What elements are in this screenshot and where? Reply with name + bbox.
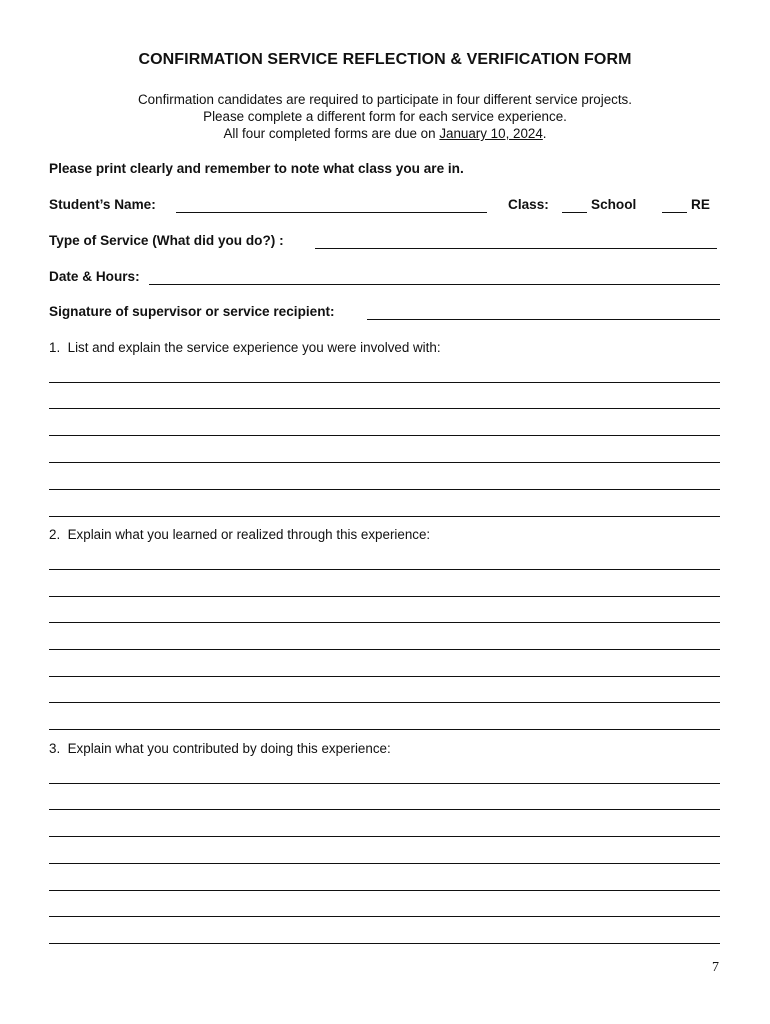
answer-2-line[interactable] bbox=[49, 676, 720, 677]
due-date: January 10, 2024 bbox=[439, 126, 543, 141]
answer-1-line[interactable] bbox=[49, 382, 720, 383]
service-type-label: Type of Service (What did you do?) : bbox=[49, 233, 284, 248]
question-3-number: 3. bbox=[49, 741, 61, 756]
question-1 bbox=[49, 340, 441, 355]
question-2 bbox=[49, 527, 430, 542]
answer-3-line[interactable] bbox=[49, 783, 720, 784]
answer-3-line[interactable] bbox=[49, 916, 720, 917]
answer-2-line[interactable] bbox=[49, 596, 720, 597]
question-1-text: List and explain the service experience you were involved with: bbox=[67, 340, 441, 355]
signature-label: Signature of supervisor or service recipient: bbox=[49, 304, 335, 319]
answer-2-line[interactable] bbox=[49, 702, 720, 703]
answer-3-line[interactable] bbox=[49, 836, 720, 837]
student-name-label: Student’s Name: bbox=[49, 197, 156, 212]
answer-2-line[interactable] bbox=[49, 622, 720, 623]
intro-line-3-suffix: . bbox=[542, 126, 547, 141]
intro-line-3-prefix: All four completed forms are due on bbox=[223, 126, 440, 141]
question-2-number: 2. bbox=[49, 527, 61, 542]
question-3-text: Explain what you contributed by doing this experience: bbox=[67, 741, 391, 756]
date-hours-field[interactable] bbox=[149, 284, 720, 285]
class-option-school: School bbox=[591, 197, 637, 212]
class-school-blank[interactable] bbox=[562, 212, 587, 213]
answer-3-line[interactable] bbox=[49, 863, 720, 864]
answer-3-line[interactable] bbox=[49, 890, 720, 891]
signature-field[interactable] bbox=[367, 319, 720, 320]
answer-2-line[interactable] bbox=[49, 569, 720, 570]
form-title: CONFIRMATION SERVICE REFLECTION & VERIFICATION FORM bbox=[138, 51, 632, 68]
intro-text bbox=[0, 91, 770, 142]
answer-3-line[interactable] bbox=[49, 809, 720, 810]
answer-1-line[interactable] bbox=[49, 516, 720, 517]
intro-line-3 bbox=[0, 125, 770, 142]
answer-1-line[interactable] bbox=[49, 489, 720, 490]
answer-1-line[interactable] bbox=[49, 408, 720, 409]
intro-line-2: Please complete a different form for each service experience. bbox=[203, 109, 567, 124]
question-2-text: Explain what you learned or realized through this experience: bbox=[67, 527, 431, 542]
date-hours-label: Date & Hours: bbox=[49, 269, 140, 284]
class-label: Class: bbox=[508, 197, 549, 212]
intro-line-1: Confirmation candidates are required to participate in four different service projects. bbox=[138, 92, 632, 107]
answer-3-line[interactable] bbox=[49, 943, 720, 944]
class-re-blank[interactable] bbox=[662, 212, 687, 213]
answer-1-line[interactable] bbox=[49, 435, 720, 436]
service-type-field[interactable] bbox=[315, 248, 717, 249]
answer-1-line[interactable] bbox=[49, 462, 720, 463]
instruction-text: Please print clearly and remember to note what class you are in. bbox=[49, 161, 464, 176]
question-3 bbox=[49, 741, 391, 756]
class-option-re: RE bbox=[691, 197, 710, 212]
answer-2-line[interactable] bbox=[49, 649, 720, 650]
answer-2-line[interactable] bbox=[49, 729, 720, 730]
page-number: 7 bbox=[712, 960, 719, 975]
question-1-number: 1. bbox=[49, 340, 61, 355]
student-name-field[interactable] bbox=[176, 212, 487, 213]
